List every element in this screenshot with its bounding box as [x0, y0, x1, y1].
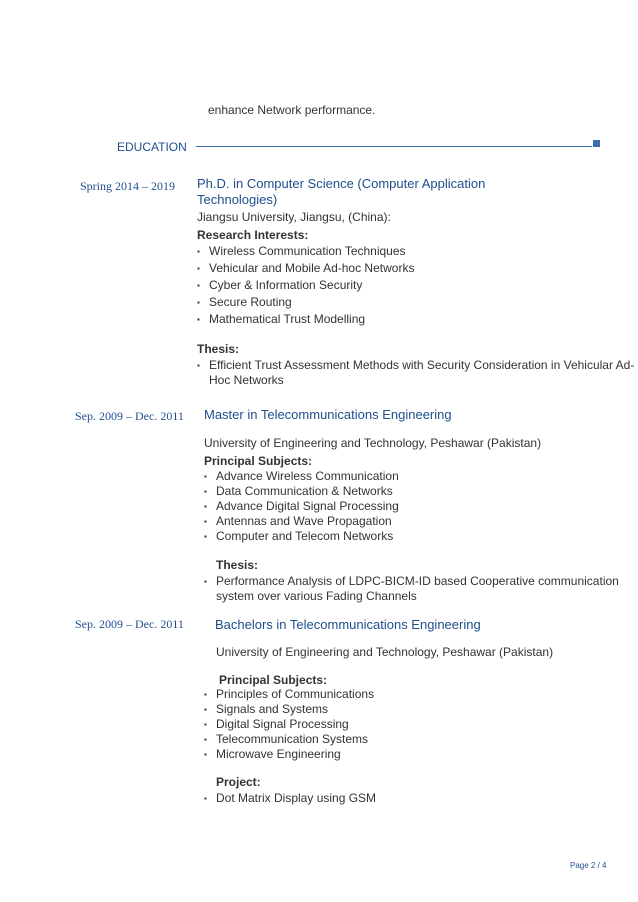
- list-item: ▪ Signals and Systems: [204, 702, 374, 717]
- phd-title-line2: Technologies): [197, 192, 278, 207]
- phd-thesis-list: [197, 358, 634, 388]
- phd-thesis-line1: Efficient Trust Assessment Methods with Security Consideration in Vehicular Ad-: [209, 358, 635, 372]
- list-item: ▪ Cyber & Information Security: [197, 278, 414, 293]
- section-divider-square-icon: [593, 140, 600, 147]
- list-item: [197, 358, 634, 388]
- bachelors-subjects-list: [204, 687, 374, 762]
- list-item: ▪ Advance Wireless Communication: [204, 469, 399, 484]
- list-item: ▪ Microwave Engineering: [204, 747, 374, 762]
- section-divider: [196, 146, 592, 147]
- bachelors-institution: University of Engineering and Technology, Peshawar (Pakistan): [216, 645, 554, 659]
- bachelors-project-heading: Project:: [216, 775, 261, 789]
- list-item: ▪ Dot Matrix Display using GSM: [204, 791, 376, 806]
- list-item: ▪ Secure Routing: [197, 295, 414, 310]
- masters-institution: University of Engineering and Technology, Peshawar (Pakistan): [204, 436, 542, 450]
- list-item: ▪ Wireless Communication Techniques: [197, 244, 414, 259]
- page-number: Page 2 / 4: [570, 861, 607, 870]
- list-item: ▪ Antennas and Wave Propagation: [204, 514, 399, 529]
- masters-thesis-heading: Thesis:: [216, 558, 259, 572]
- masters-thesis-line2: system over various Fading Channels: [216, 589, 417, 603]
- list-item: ▪ Advance Digital Signal Processing: [204, 499, 399, 514]
- masters-subjects-list: [204, 469, 399, 544]
- masters-thesis-list: [204, 574, 619, 604]
- phd-thesis-line2: Hoc Networks: [209, 373, 284, 387]
- bachelors-project-list: [204, 791, 376, 806]
- section-heading-education: EDUCATION: [117, 140, 187, 154]
- list-item: ▪ Vehicular and Mobile Ad-hoc Networks: [197, 261, 414, 276]
- masters-thesis-line1: Performance Analysis of LDPC-BICM-ID based Cooperative communication: [216, 574, 619, 588]
- bachelors-date: Sep. 2009 – Dec. 2011: [75, 617, 184, 631]
- phd-date: Spring 2014 – 2019: [80, 179, 176, 193]
- list-item: ▪ Computer and Telecom Networks: [204, 529, 399, 544]
- list-item: ▪ Mathematical Trust Modelling: [197, 312, 414, 327]
- list-item: ▪ Principles of Communications: [204, 687, 374, 702]
- masters-title: Master in Telecommunications Engineering: [204, 407, 452, 422]
- masters-date: Sep. 2009 – Dec. 2011: [75, 409, 184, 423]
- list-item: ▪ Digital Signal Processing: [204, 717, 374, 732]
- phd-thesis-heading: Thesis:: [197, 342, 240, 356]
- masters-subjects-heading: Principal Subjects:: [204, 454, 313, 468]
- phd-interests-heading: Research Interests:: [197, 228, 309, 242]
- phd-interests-list: [197, 244, 414, 327]
- list-item: [204, 574, 619, 604]
- continued-text: enhance Network performance.: [208, 103, 376, 117]
- bachelors-title: Bachelors in Telecommunications Engineering: [215, 617, 481, 632]
- list-item: ▪ Data Communication & Networks: [204, 484, 399, 499]
- bachelors-subjects-heading: Principal Subjects:: [219, 673, 328, 687]
- phd-institution: Jiangsu University, Jiangsu, (China):: [197, 210, 391, 224]
- list-item: ▪ Telecommunication Systems: [204, 732, 374, 747]
- phd-title-line1: Ph.D. in Computer Science (Computer Application: [197, 176, 486, 191]
